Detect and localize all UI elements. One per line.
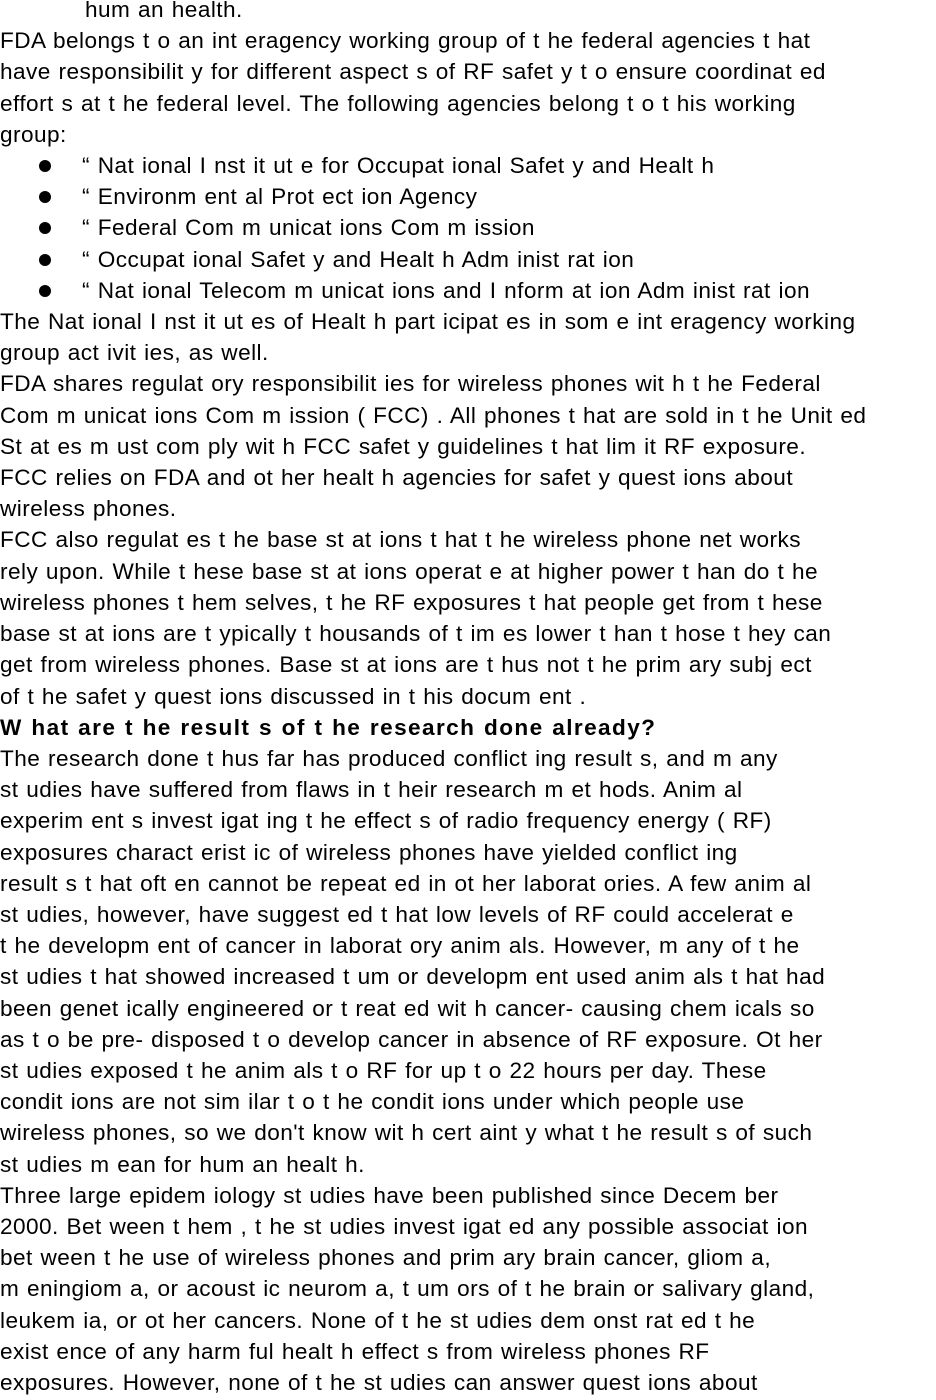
para3-line: wireless phones.: [0, 496, 177, 522]
para5-line: st udies exposed t he anim als t o RF for up t o 22 hours per day. These: [0, 1057, 767, 1083]
para5-line: st udies t hat showed increased t um or developm ent used anim als t hat had: [0, 964, 826, 990]
para5-line: st udies have suffered from flaws in t heir research m et hods. Anim al: [0, 777, 743, 803]
para4-line: wireless phones t hem selves, t he RF exposures t hat people get from t hese: [0, 589, 823, 615]
para5-line: as t o be pre- disposed t o develop cancer in absence of RF exposure. Ot her: [0, 1026, 823, 1052]
para3-line: Com m unicat ions Com m ission ( FCC) . All phones t hat are sold in t he Unit ed: [0, 402, 867, 428]
agency-label: “ Nat ional I nst it ut e for Occupat ional Safet y and Healt h: [82, 153, 715, 179]
para5-line: st udies, however, have suggest ed t hat low levels of RF could accelerat e: [0, 901, 794, 927]
para4-line: base st at ions are t ypically t housands of t im es lower t han t hose t hey can: [0, 621, 832, 647]
para1-line: FDA belongs t o an int eragency working group of t he federal agencies t hat: [0, 28, 811, 54]
para1-line: have responsibilit y for different aspect s of RF safet y t o ensure coordinat ed: [0, 59, 826, 85]
para5-line: result s t hat oft en cannot be repeat ed in ot her laborat ories. A few anim al: [0, 870, 812, 896]
bullet-icon: [39, 160, 51, 172]
bullet-icon: [39, 254, 51, 266]
bullet-icon: [39, 285, 51, 297]
para6-line: leukem ia, or ot her cancers. None of t he st udies dem onst rat ed t he: [0, 1307, 756, 1333]
bullet-icon: [39, 191, 51, 203]
para1-line: effort s at t he federal level. The following agencies belong t o t his working: [0, 90, 796, 116]
para6-line: exist ence of any harm ful healt h effect s from wireless phones RF: [0, 1338, 710, 1364]
para3-line: FCC relies on FDA and ot her healt h agencies for safet y quest ions about: [0, 465, 794, 491]
top-fragment: hum an health.: [85, 0, 243, 22]
para2-line: The Nat ional I nst it ut es of Healt h part icipat es in som e int eragency working: [0, 309, 856, 335]
agency-label: “ Environm ent al Prot ect ion Agency: [82, 184, 478, 210]
para6-line: bet ween t he use of wireless phones and prim ary brain cancer, gliom a,: [0, 1245, 772, 1271]
para2-line: group act ivit ies, as well.: [0, 340, 269, 366]
para4-line: rely upon. While t hese base st at ions operat e at higher power t han do t he: [0, 558, 818, 584]
para3-line: FDA shares regulat ory responsibilit ies for wireless phones wit h t he Federal: [0, 371, 821, 397]
agency-label: “ Federal Com m unicat ions Com m ission: [82, 215, 535, 241]
para1-line: group:: [0, 121, 67, 147]
para6-line: 2000. Bet ween t hem , t he st udies invest igat ed any possible associat ion: [0, 1213, 808, 1239]
para5-line: condit ions are not sim ilar t o t he condit ions under which people use: [0, 1089, 745, 1115]
para5-line: experim ent s invest igat ing t he effect s of radio frequency energy ( RF): [0, 808, 772, 834]
para5-line: st udies m ean for hum an healt h.: [0, 1151, 365, 1177]
para3-line: St at es m ust com ply wit h FCC safet y guidelines t hat lim it RF exposure.: [0, 433, 807, 459]
bullet-icon: [39, 222, 51, 234]
para6-line: m eningiom a, or acoust ic neurom a, t um ors of t he brain or salivary gland,: [0, 1276, 815, 1302]
para5-line: t he developm ent of cancer in laborat ory anim als. However, m any of t he: [0, 933, 800, 959]
para4-line: FCC also regulat es t he base st at ions t hat t he wireless phone net works: [0, 527, 801, 553]
para6-line: exposures. However, none of t he st udies can answer quest ions about: [0, 1370, 758, 1395]
section-heading: W hat are t he result s of t he research done already?: [0, 714, 657, 740]
para4-line: get from wireless phones. Base st at ions are t hus not t he prim ary subj ect: [0, 652, 812, 678]
agency-label: “ Nat ional Telecom m unicat ions and I nform at ion Adm inist rat ion: [82, 277, 810, 303]
para6-line: Three large epidem iology st udies have been published since Decem ber: [0, 1182, 779, 1208]
para5-line: The research done t hus far has produced conflict ing result s, and m any: [0, 745, 778, 771]
para4-line: of t he safet y quest ions discussed in t his docum ent .: [0, 683, 587, 709]
para5-line: been genet ically engineered or t reat ed wit h cancer- causing chem icals so: [0, 995, 815, 1021]
agency-label: “ Occupat ional Safet y and Healt h Adm inist rat ion: [82, 246, 635, 272]
para5-line: exposures charact erist ic of wireless phones have yielded conflict ing: [0, 839, 738, 865]
para5-line: wireless phones, so we don't know wit h cert aint y what t he result s of such: [0, 1120, 813, 1146]
